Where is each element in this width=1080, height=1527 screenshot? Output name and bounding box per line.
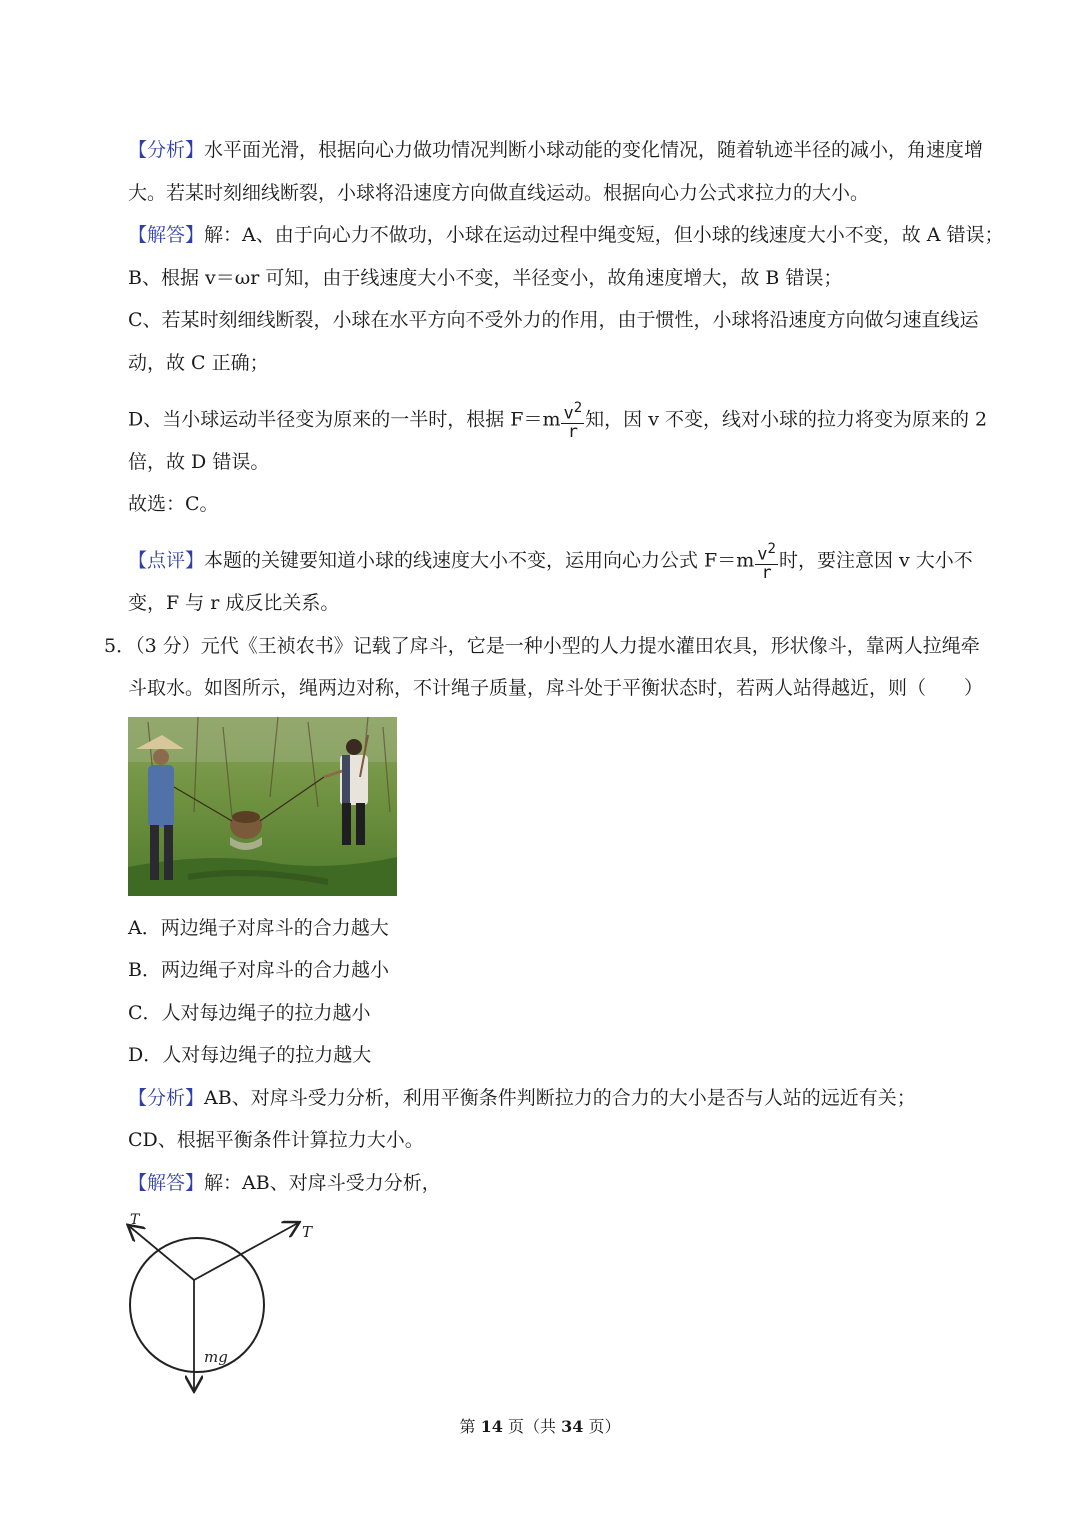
option-c: C．人对每边绳子的拉力越小 [128, 1002, 371, 1024]
comment-tag: 【点评】 [128, 549, 205, 572]
bucket-circle [130, 1238, 264, 1372]
force-diagram [120, 1210, 320, 1395]
question-5-line-1: 5．（3 分）元代《王祯农书》记载了戽斗，它是一种小型的人力提水灌田农具，形状像斗，靠两人拉绳牵 [104, 635, 980, 657]
answer-line-d1 [128, 400, 987, 441]
footer-mid: 页（共 [502, 1417, 562, 1436]
analysis-tag: 【分析】 [128, 139, 205, 161]
gravity-label: mg [204, 1348, 228, 1366]
tension-left-label: T [130, 1212, 140, 1228]
question-5-line-2: 斗取水。如图所示，绳两边对称，不计绳子质量，戽斗处于平衡状态时，若两人站得越近，则（ ） [128, 677, 984, 699]
formula-numerator: v [563, 403, 574, 424]
answer-tag: 【解答】 [128, 224, 205, 246]
comment-formula-numerator: v [757, 544, 768, 565]
answer-line-c2: 动，故 C 正确； [128, 352, 269, 374]
answer-choice: 故选：C。 [128, 493, 219, 515]
option-d: D．人对每边绳子的拉力越大 [128, 1044, 372, 1066]
comment-formula-denominator: r [761, 562, 772, 583]
analysis2-tag: 【分析】 [128, 1087, 205, 1109]
footer-post: 页） [583, 1417, 621, 1436]
answer-line-b: B、根据 v＝ωr 可知，由于线速度大小不变，半径变小，故角速度增大，故 B 错误； [128, 267, 843, 289]
tension-right-arrow [194, 1223, 298, 1280]
formula-fraction [561, 400, 584, 441]
answer-line-a [128, 223, 1004, 247]
answer2-tag: 【解答】 [128, 1172, 205, 1194]
answer2-text-1: 解：AB、对戽斗受力分析， [204, 1172, 441, 1194]
field-photo [128, 717, 397, 896]
answer-text-d1-pre: D、当小球运动半径变为原来的一半时，根据 F＝m [128, 408, 561, 431]
answer-text-d1-post: 知，因 v 不变，线对小球的拉力将变为原来的 2 [585, 408, 988, 431]
answer-text-a: 解：A、由于向心力不做功，小球在运动过程中绳变短，但小球的线速度大小不变，故 A 错误； [204, 224, 1004, 246]
footer-total-pages: 34 [561, 1417, 584, 1436]
formula-denominator: r [567, 421, 578, 442]
footer-pre: 第 [459, 1417, 481, 1436]
analysis2-text-1: AB、对戽斗受力分析，利用平衡条件判断拉力的合力的大小是否与人站的远近有关； [204, 1087, 916, 1109]
comment-text-1-pre: 本题的关键要知道小球的线速度大小不变，运用向心力公式 F＝m [204, 549, 755, 572]
comment-formula-exponent: 2 [767, 541, 776, 557]
answer2-line-1 [128, 1171, 441, 1195]
option-a: A．两边绳子对戽斗的合力越大 [128, 917, 389, 939]
comment-text-1-post: 时，要注意因 v 大小不 [778, 549, 973, 572]
comment-line-2: 变，F 与 r 成反比关系。 [128, 592, 340, 614]
comment-line-1 [128, 541, 973, 582]
answer-line-c1: C、若某时刻细线断裂，小球在水平方向不受外力的作用，由于惯性，小球将沿速度方向做匀速直线运 [128, 309, 979, 331]
analysis2-line-1 [128, 1086, 916, 1110]
comment-formula-fraction [755, 541, 778, 582]
formula-exponent: 2 [573, 400, 583, 416]
option-b: B．两边绳子对戽斗的合力越小 [128, 959, 389, 981]
analysis-text-1: 水平面光滑，根据向心力做功情况判断小球动能的变化情况，随着轨迹半径的减小，角速度增 [204, 139, 984, 161]
tension-right-label: T [302, 1223, 313, 1241]
analysis2-line-2: CD、根据平衡条件计算拉力大小。 [128, 1129, 424, 1151]
analysis-line-1 [128, 138, 983, 162]
page-footer [0, 1417, 1080, 1437]
analysis-line-2: 大。若某时刻细线断裂，小球将沿速度方向做直线运动。根据向心力公式求拉力的大小。 [128, 182, 870, 204]
footer-page-number: 14 [480, 1417, 503, 1436]
answer-line-d2: 倍，故 D 错误。 [128, 451, 270, 473]
